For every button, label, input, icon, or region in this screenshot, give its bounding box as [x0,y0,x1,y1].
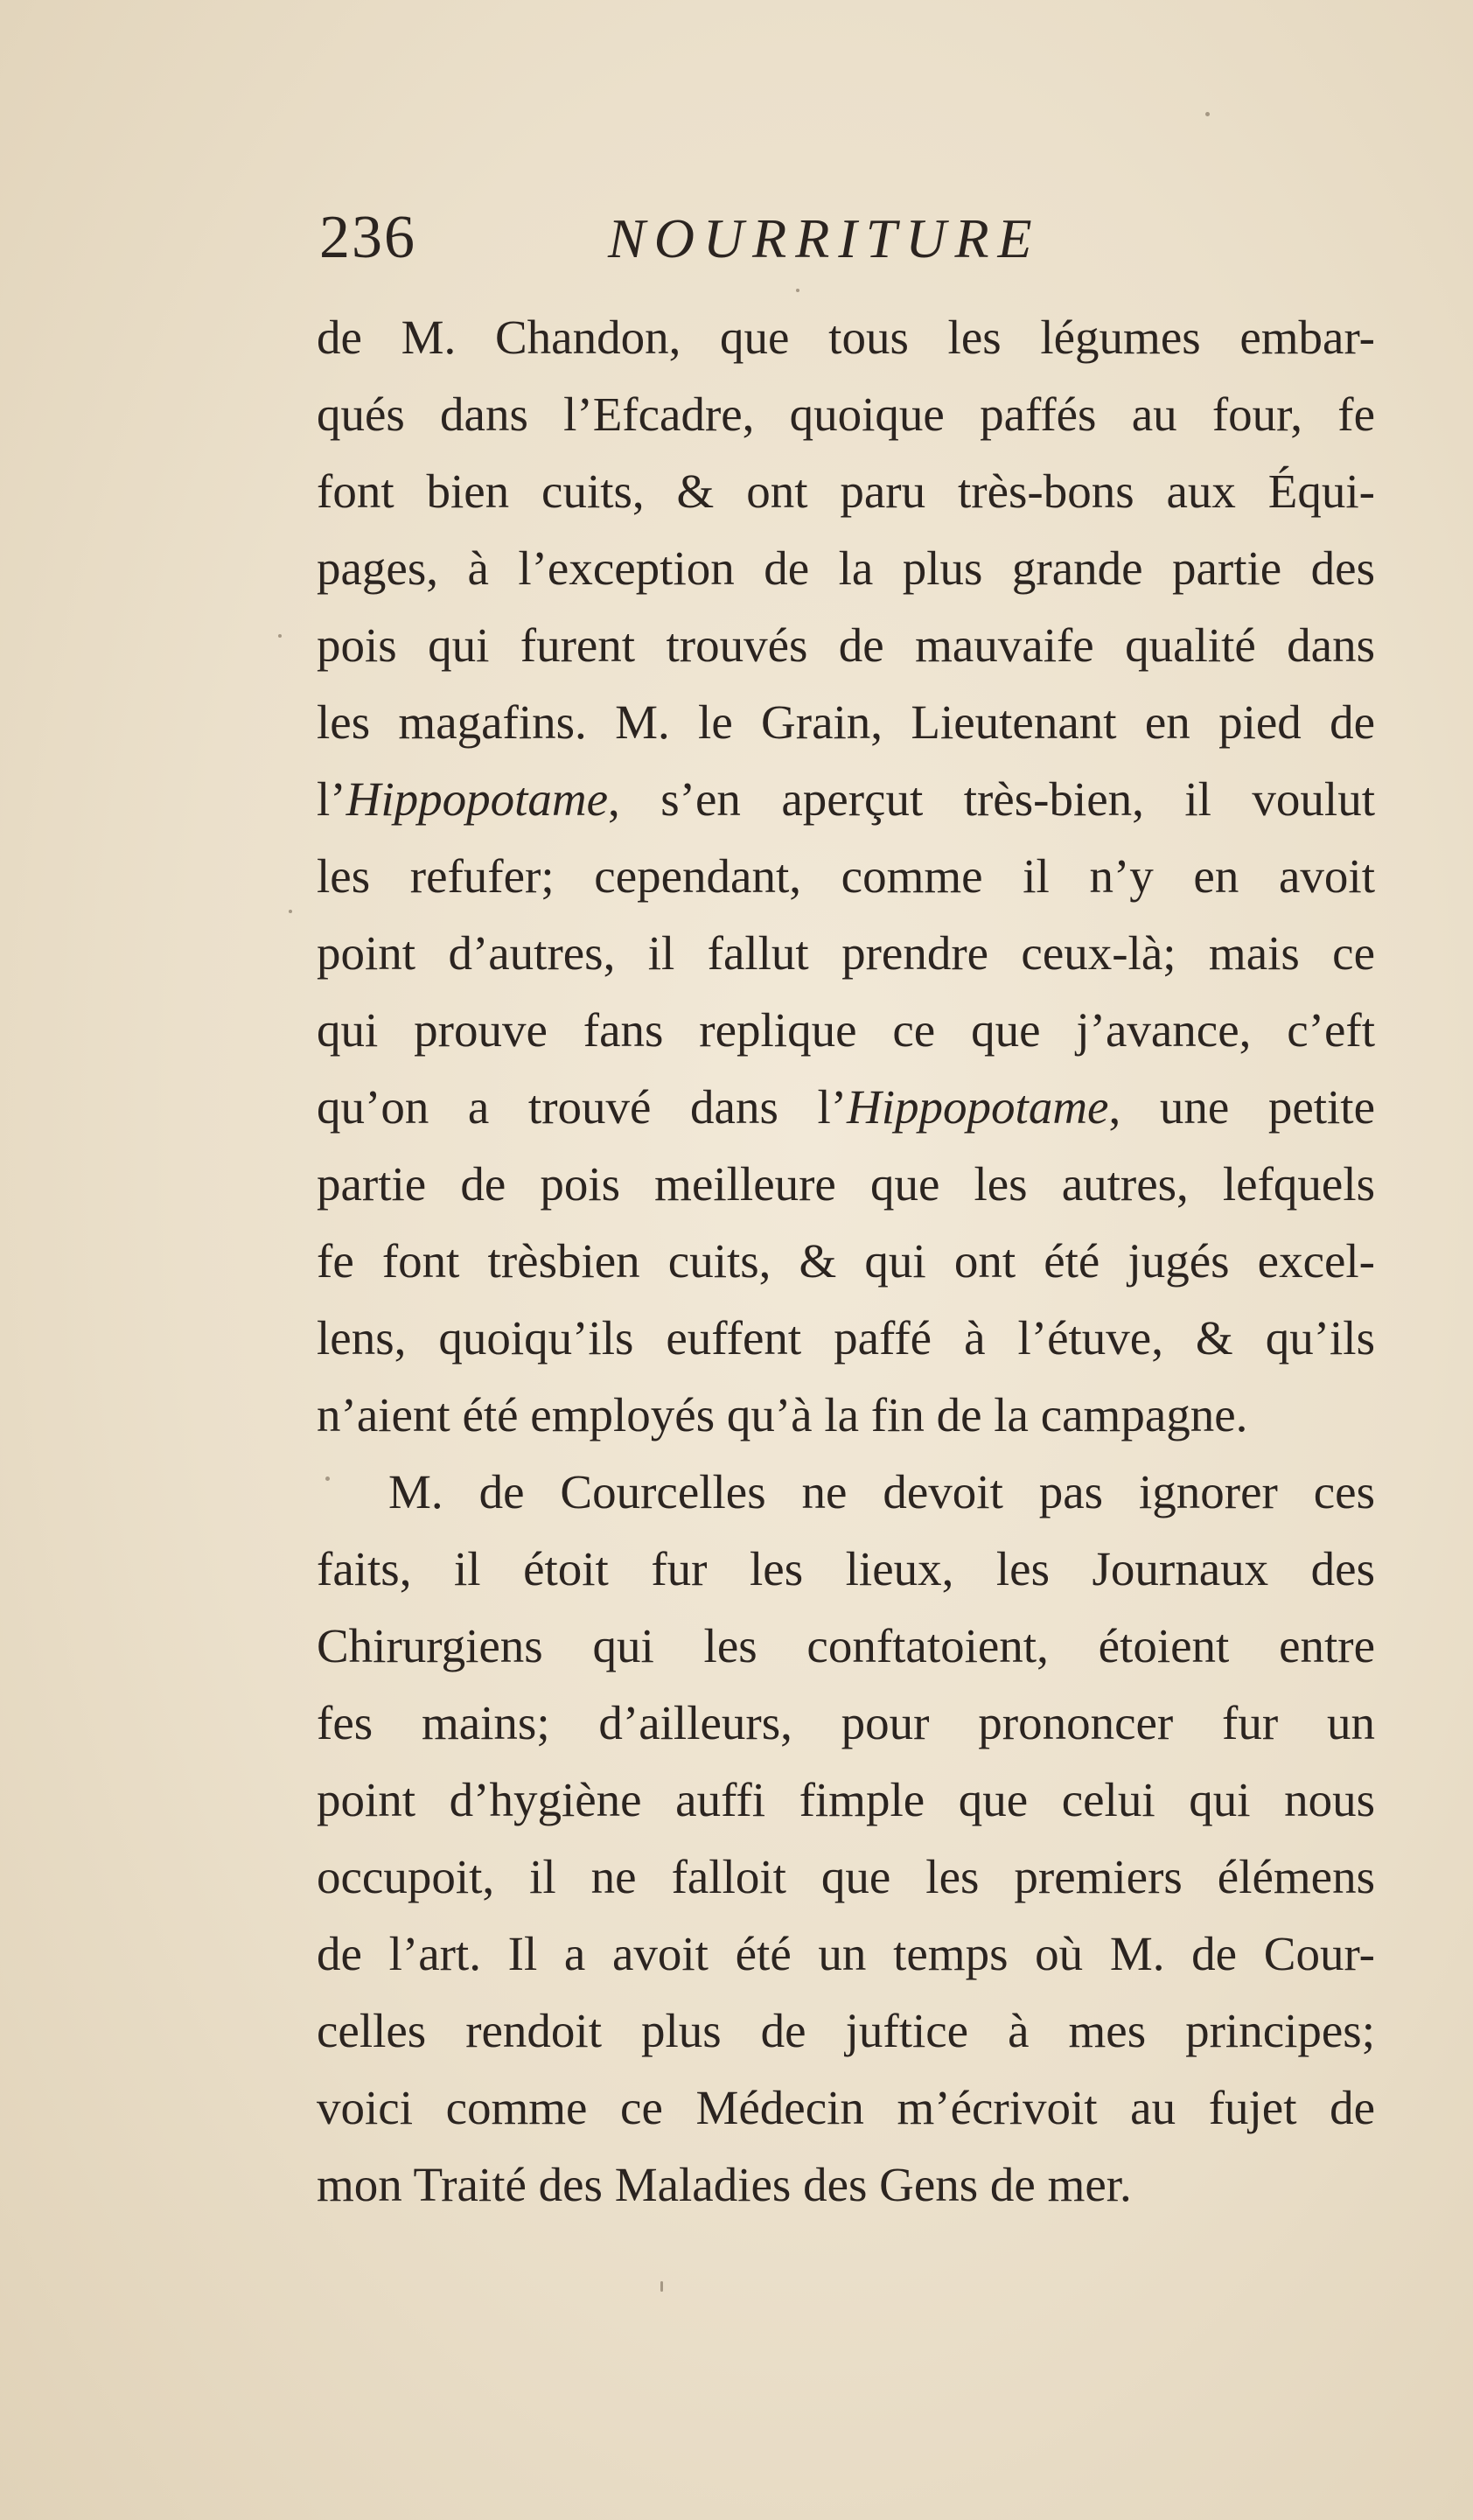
line-text: Chirurgiens qui les conftatoient, étoient entre [317,1619,1375,1672]
line-text: n’aient été employés qu’à la fin de la campagne. [317,1388,1248,1441]
body-text [317,299,1375,2223]
text-line [317,299,1375,376]
text-line [317,2070,1375,2147]
italic-text: Hippopotame [847,1080,1109,1134]
line-text: qui prouve fans replique ce que j’avance, c’eft [317,1003,1375,1057]
line-text: qu’on a trouvé dans l’ [317,1080,848,1134]
line-text: voici comme ce Médecin m’écrivoit au fujet de [317,2081,1375,2134]
paper-speck [1205,112,1210,116]
paper-speck [278,634,282,638]
text-line [317,684,1375,761]
text-line [317,607,1375,684]
paper-speck [796,289,799,292]
text-line [317,1608,1375,1685]
line-text: pois qui furent trouvés de mauvaife qualité dans [317,618,1375,672]
paper-speck [289,910,292,913]
line-text: fe font trèsbien cuits, & qui ont été jugés excel- [317,1234,1375,1288]
line-text: lens, quoiqu’ils euffent paffé à l’étuve, & qu’ils [317,1311,1375,1365]
text-line [317,915,1375,992]
text-line [317,2147,1375,2223]
text-line [317,1069,1375,1146]
text-line [317,761,1375,838]
text-line [317,530,1375,607]
line-text: de M. Chandon, que tous les légumes embar- [317,311,1375,364]
line-text: l’ [317,772,346,826]
text-line [317,992,1375,1069]
line-text: mon Traité des Maladies des Gens de mer. [317,2158,1132,2211]
line-text: point d’hygiène auffi fimple que celui qui nous [317,1773,1375,1826]
line-text: faits, il étoit fur les lieux, les Journaux des [317,1542,1375,1595]
line-text: les refufer; cependant, comme il n’y en avoit [317,849,1375,903]
running-head [319,203,1194,290]
text-line [317,1531,1375,1608]
text-line [317,1223,1375,1300]
italic-text: Hippopotame [346,772,609,826]
text-line [317,1377,1375,1454]
line-text: M. de Courcelles ne devoit pas ignorer ces [388,1465,1375,1518]
running-title: NOURRITURE [608,207,1041,269]
line-text: celles rendoit plus de juftice à mes principes; [317,2004,1375,2057]
line-text: font bien cuits, & ont paru très-bons aux Équi- [317,464,1375,518]
text-line [317,1146,1375,1223]
text-line [317,453,1375,530]
text-line [317,838,1375,915]
text-line [317,1839,1375,1916]
text-line [317,1916,1375,1993]
line-text: fes mains; d’ailleurs, pour prononcer fur un [317,1696,1375,1749]
page-number: 236 [319,204,416,271]
text-line [317,1993,1375,2070]
paper-speck [660,2281,663,2292]
line-text: pages, à l’exception de la plus grande partie des [317,541,1375,595]
line-text: les magafins. M. le Grain, Lieutenant en pied de [317,695,1375,749]
line-text: occupoit, il ne falloit que les premiers élémens [317,1850,1375,1903]
text-line [317,1454,1375,1531]
line-text: de l’art. Il a avoit été un temps où M. de Cour- [317,1927,1375,1980]
line-text: partie de pois meilleure que les autres, lefquels [317,1157,1375,1211]
line-text: point d’autres, il fallut prendre ceux-là; mais ce [317,926,1375,980]
paper-speck [325,1476,330,1481]
text-line [317,1300,1375,1377]
text-line [317,1762,1375,1839]
line-text: , s’en aperçut très-bien, il voulut [608,772,1375,826]
line-text: , une petite [1108,1080,1375,1134]
line-text: qués dans l’Efcadre, quoique paffés au four, fe [317,387,1375,441]
text-line [317,376,1375,453]
text-line [317,1685,1375,1762]
